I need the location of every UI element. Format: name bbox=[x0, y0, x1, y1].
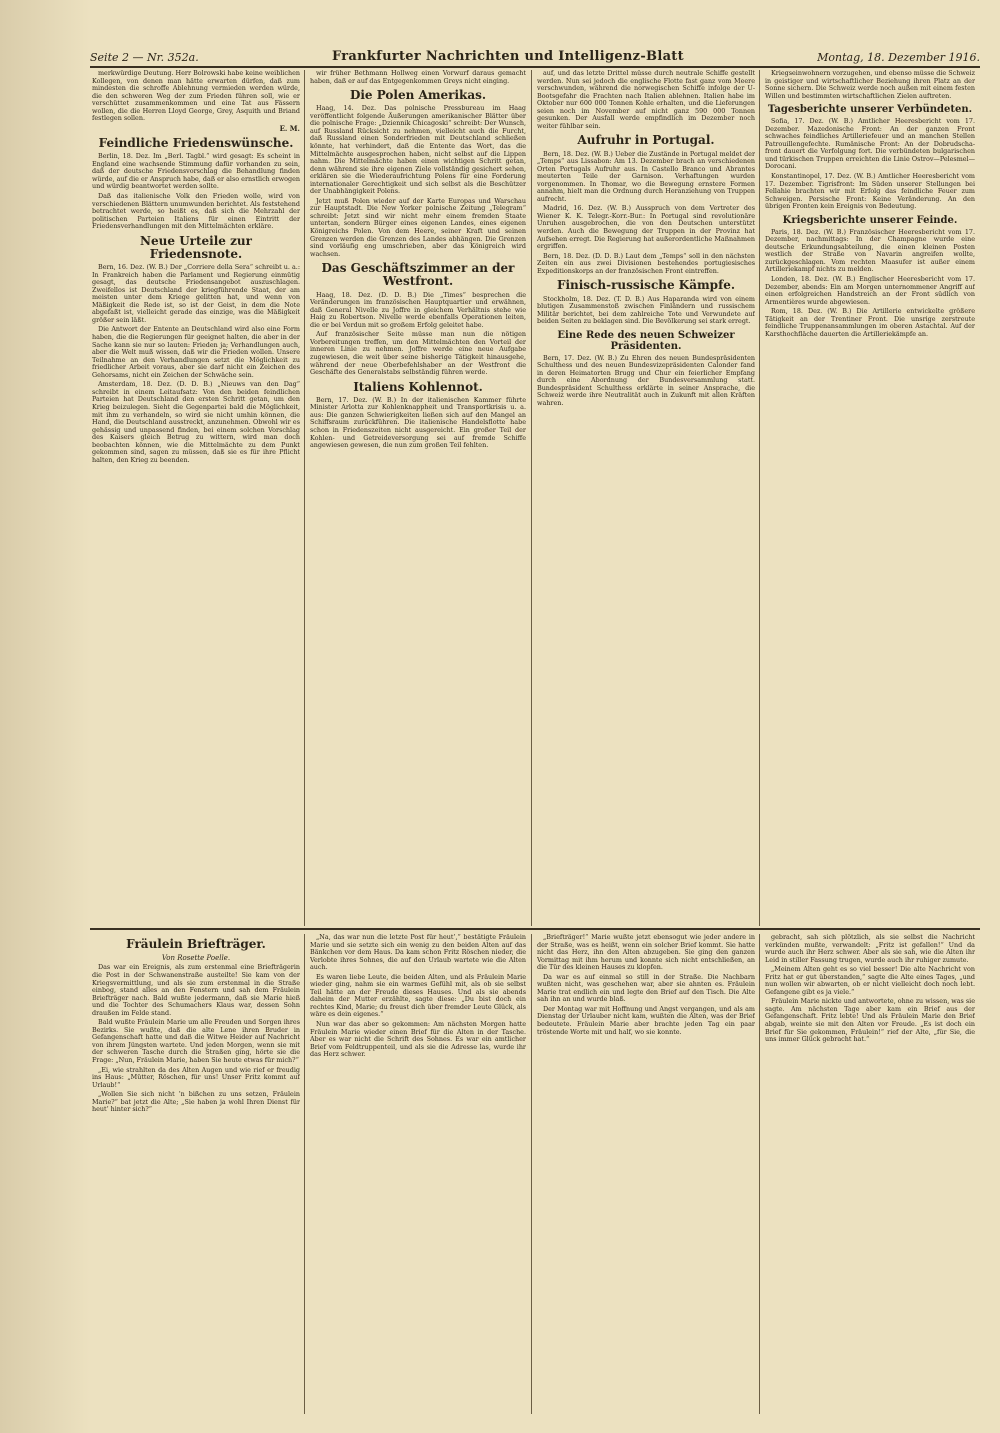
headline: Italiens Kohlennot. bbox=[353, 379, 483, 394]
article-text: auf, und das letzte Drittel müsse durch neutrale Schiffe gestellt werden. Nun sei jedoch die englische Flotte fast ganz vom Meere verschwunden, während die norwegischen Schiffe infolge der U-Bootsgefahr die Frachten nach Italien ablehnen. Italien habe im Oktober nur 600 000 Tonnen Kohle erhalten, und die Lieferungen seien noch im November auf nicht ganz 590 000 Tonnen gesunken. Der Ausfall werde empfindlich im Dezember noch weiter fühlbar sein. bbox=[537, 70, 755, 130]
article-text: Rom, 18. Dez. (W. B.) Die Artillerie entwickelte größere Tätigkeit an der Trentiner Front. Die unsrige zerstreute feindliche Truppenansammlungen im oberen Astachtal. Auf der Karsthochfläche dauerten die Artilleriekämpfe an. bbox=[765, 307, 975, 338]
article-text: Die Antwort der Entente an Deutschland wird also eine Form haben, die die Regierungen für geeignet halten, die aber in der Sache kann sie nur so lauten: Frieden ja; Verhandlungen auch, aber die Welt muß wissen, daß wir die Frieden wollen. Unsere Teilnahme an den Verhandlungen setzt die Möglichkeit zu friedlicher Arbeit voraus, aber sie darf nicht ein Zeichen des Gehorsams, nicht ein Zeichen der Schwäche sein. bbox=[92, 325, 300, 379]
column-divider bbox=[304, 70, 305, 926]
article-text: Bern, 16. Dez. (W. B.) Der „Corriere della Sera“ schreibt u. a.: In Frankreich haben die Parlament und Regierung einmütig gesagt, das deutsche Friedensangebot auszuschlagen. Zweifellos ist Deutschland der kriegführende Staat, der am meisten unter dem Kriege gelitten hat, und wenn von Mäßigkeit die Rede ist, so ist der Geist, in dem die Note abgefaßt ist, vielleicht gerade das einzige, was die Mäßigkeit größer sein läßt. bbox=[92, 263, 300, 324]
article-text: Bern, 17. Dez. (W. B.) Zu Ehren des neuen Bundespräsidenten Schulthess und des neuen Bundesvizepräsidenten Calonder fand in deren Heimatorten Brugg und Chur ein feierlicher Empfang durch eine Abordnung der Bundesversammlung statt. Bundespräsident Schulthess erklärte in seiner Ansprache, die Schweiz werde ihre Neutralität auch in Zukunft mit allen Kräften wahren. bbox=[537, 353, 755, 407]
article-text: Bern, 18. Dez. (D. D. B.) Laut dem „Temps“ soll in den nächsten Zeiten ein aus zwei Divisionen bestehendes portugiesisches Expeditionskorps an der französischen Front eintreffen. bbox=[537, 251, 755, 275]
article-text: Sofia, 17. Dez. (W. B.) Amtlicher Heeresbericht vom 17. Dezember. Mazedonische Front: An der ganzen Front schwaches feindliches Artilleriefeuer und an manchen Stellen Patrouillengefechte. Rumänische Front: An der Dobrudscha-front dauert die Verfolgung fort. Die verbündeten bulgarischen und türkischen Truppen erreichten die Linie Ostrov—Pelesmel—Dorocani. bbox=[765, 117, 975, 171]
story-text: Da war es auf einmal so still in der Straße. Die Nachbarn wußten nicht, was geschehen war, aber sie ahnten es. Fräulein Marie trat endlich ein und legte den Brief auf den Tisch. Die Alte sah ihn an und wurde blaß. bbox=[537, 972, 755, 1004]
column-divider bbox=[531, 934, 532, 1414]
page-left-edge bbox=[0, 0, 90, 1433]
headline: Aufruhr in Portugal. bbox=[577, 133, 715, 148]
column-divider bbox=[304, 934, 305, 1414]
column-divider bbox=[531, 70, 532, 926]
article-text: Haag, 18. Dez. (D. D. B.) Die „Times“ besprechen die Veränderungen im französischen Hauptquartier und erwähnen, daß General Nivelle zu Joffre in gleichem Verhältnis stehe wie Haig zu Robertson. Nivelle werde ebenfalls Operationen leiten, die er bei Verdun mit so großem Erfolg geleitet habe. bbox=[310, 290, 526, 329]
column-divider bbox=[759, 934, 760, 1414]
column-divider bbox=[759, 70, 760, 926]
story-text: „Briefträger!“ Marie wußte jetzt ebensogut wie jeder andere in der Straße, was es heißt, wenn ein solcher Brief kommt. Sie hatte nicht das Herz, ihn den Alten abzugeben. Sie ging den ganzen Vormittag mit ihm herum und konnte sich nicht entschließen, an die Tür des kleinen Hauses zu klopfen. bbox=[537, 934, 755, 972]
story-text: „Wollen Sie sich nicht ’n bißchen zu uns setzen, Fräulein Marie?“ bat jetzt die Alte; „Sie haben ja wohl Ihren Dienst für heut’ hinter sich?“ bbox=[92, 1090, 300, 1114]
column-1 bbox=[92, 70, 300, 926]
article-text: Kriegseinwohnern vorzugehen, und ebenso müsse die Schweiz in geistiger und wirtschaftlicher Beziehung ihren Platz an der Sonne sichern. Die Schweiz werde noch außen mit einem festen Willen und bestimmten wirtschaftlichen Zielen auftreten. bbox=[765, 70, 975, 100]
headline: Tagesberichte unserer Verbündeten. bbox=[767, 104, 973, 116]
article-text: Bern, 18. Dez. (W. B.) Ueber die Zustände in Portugal meldet der „Temps“ aus Lissabon: Am 13. Dezember brach an verschiedenen Orten Portugals Aufruhr aus. In Castello Branco und Abrantes meuterten Teile der Garnison. Verhaftungen wurden vorgenommen. In Thomar, wo die Bewegung ernstere Formen annahm, hielt man die Ordnung durch Heranziehung von Truppen aufrecht. bbox=[537, 149, 755, 203]
story-text: „Meinem Alten geht es so viel besser! Die alte Nachricht von Fritz hat er gut überstanden,“ sagte die Alte eines Tages, „und nun wollen wir abwarten, ob er nicht vielleicht doch noch lebt. Gefangene gibt es ja viele.“ bbox=[765, 965, 975, 996]
article-text: Stockholm, 18. Dez. (T. D. B.) Aus Haparanda wird von einem blutigen Zusammenstoß zwischen Finländern und russischem Militär berichtet, bei dem zahlreiche Tote und Verwundete auf beiden Seiten zu beklagen sind. Die Bevölkerung sei stark erregt. bbox=[537, 294, 755, 326]
article-text: Bern, 17. Dez. (W. B.) In der italienischen Kammer führte Minister Arlotta zur Kohlenknappheit und Transportkrisis u. a. aus: Die ganzen Schwierigkeiten ließen sich auf den Mangel an Schiffsraum zurückführen. Die italienische Handelsflotte habe schon in Friedenszeiten nicht ausgereicht. Ein großer Teil der Kohlen- und Getreideversorgung sei auf fremde Schiffe angewiesen gewesen, die nun zum großen Teil fehlten. bbox=[310, 395, 526, 450]
story-text: „Ei, wie strahlten da des Alten Augen und wie rief er freudig ins Haus: „Mütter, Röschen, für uns! Unser Fritz kommt auf Urlaub!“ bbox=[92, 1065, 300, 1089]
headline: Finisch-russische Kämpfe. bbox=[556, 278, 736, 293]
story-text: „Na, das war nun die letzte Post für heut’,“ bestätigte Fräulein Marie und sie setzte sich ein wenig zu den beiden Alten auf das Bänkchen vor dem Haus. Da kam schon Fritz Röschen nieder, die Verlobte ihres Sohnes, die auf den Urlaub wartete wie die Alten auch. bbox=[310, 934, 526, 972]
article-text: Amsterdam, 18. Dez. (D. D. B.) „Nieuws van den Dag“ schreibt in einem Leitaufsatz: Von den beiden feindlichen Parteien hat Deutschland den ersten Schritt getan, um den Krieg beizulegen. Sieht die Gegenpartei bald die Möglichkeit, mit ihm zu verhandeln, so wird sie nicht umhin können, die Hand, die Deutschland ausstreckt, anzunehmen. Obwohl wir es gehässig und unpassend finden, bei einem solchen Vorschlag des Kaisers gleich Betrug zu wittern, wird man doch beobachten können, wie die Mittelmächte zu dem Punkt gekommen sind, sagen zu müssen, daß sie es für ihre Pflicht halten, den Krieg zu beenden. bbox=[92, 380, 300, 464]
headline: Das Geschäftszimmer an der Westfront. bbox=[321, 261, 515, 289]
article-text: wir früher Bethmann Hollweg einen Vorwurf daraus gemacht haben, daß er auf das Entgegenkommen Greys nicht einging. bbox=[310, 70, 526, 85]
feuilleton-column-3 bbox=[537, 934, 755, 1414]
masthead bbox=[90, 44, 980, 68]
page-number: Seite 2 — Nr. 352a. bbox=[90, 51, 199, 64]
article-text: Berlin, 18. Dez. Im „Berl. Tagbl.“ wird gesagt: Es scheint in England eine wachsende Stimmung dafür vorhanden zu sein, daß der deutsche Friedensvorschlag die Behandlung finden würde, auf die er Anspruch habe, daß er also ernstlich erwogen und würdig beantwortet werden sollte. bbox=[92, 152, 300, 191]
headline: Die Polen Amerikas. bbox=[349, 88, 487, 103]
column-2 bbox=[310, 70, 526, 926]
article-text: Jetzt muß Polen wieder auf der Karte Europas und Warschau zur Hauptstadt. Die New Yorker polnische Zeitung „Telegram“ schreibt: Jetzt sind wir nicht mehr einem fremden Staate untertan, sondern Bürger eines eigenen Landes, eines eigenen Königreichs Polen. Von dem Heere, seiner Kraft und seinen Grenzen werden die Grenzen des Landes abhängen. Die Grenzen sind vorläufig eng umschrieben, aber das Königreich wird wachsen. bbox=[310, 196, 526, 258]
feuilleton-divider bbox=[90, 928, 980, 930]
article-text: Haag, 14. Dez. Das polnische Pressbureau im Haag veröffentlicht folgende Äußerungen amerikanischer Blätter über die polnische Frage: „Dziennik Chicagoski“ schreibt: Der Wunsch, auf Russland Rücksicht zu nehmen, vielleicht auch die Furcht, daß Russland einen Sonderfrieden mit Deutschland schließen könnte, hat verhindert, daß die Entente das Wort, das die Mittelmächte ausgesprochen haben, nicht selbst auf die Lippen nahm. Die Mittelmächte haben einen wichtigen Schritt getan, denn während sie ihre eigenen Ziele vollständig gesichert sehen, erklären sie die Wiederaufrichtung Polens für eine Forderung internationaler Gerechtigkeit und sich selbst als die Beschützer der Unabhängigkeit Polens. bbox=[310, 104, 526, 196]
headline: Kriegsberichte unserer Feinde. bbox=[782, 214, 958, 226]
feuilleton-column-2 bbox=[310, 934, 526, 1414]
feuilleton-byline: Von Rosette Poelle. bbox=[161, 954, 231, 963]
feuilleton-column-1 bbox=[92, 934, 300, 1414]
article-text: Madrid, 16. Dez. (W. B.) Ausspruch von dem Vertreter des Wiener K. K. Telegr.-Korr.-Bur.: In Portugal sind revolutionäre Unruhen ausgebrochen, die von den Deutschen unterstützt werden. Auch die Bewegung der Truppen in der Provinz hat Aufsehen erregt. Die Regierung hat außerordentliche Maßnahmen ergriffen. bbox=[537, 204, 755, 251]
article-text: merkwürdige Deutung. Herr Bolrowski habe keine weiblichen Kollegen, von denen man hätte erwarten dürfen, daß zum mindesten die schroffe Ablehnung vermieden werden würde, die den schweren Weg der zum Frieden führen soll, wie er verschüttet zusammenkommen und eine Tat aus Fässern wollen, die die Herren Lloyd George, Grey, Asquith und Briand festlegen sollen. bbox=[92, 70, 300, 123]
story-text: Nun war das aber so gekommen: Am nächsten Morgen hatte Fräulein Marie wieder einen Brief für die Alten in der Tasche. Aber es war nicht die Schrift des Sohnes. Es war ein amtlicher Brief vom Feldtruppenteil, und als sie die Adresse las, wurde ihr das Herz schwer. bbox=[310, 1020, 526, 1059]
story-text: Es waren liebe Leute, die beiden Alten, und als Fräulein Marie wieder ging, nahm sie ein warmes Gefühl mit, als ob sie selbst Teil hätte an der Freude dieses Hauses. Und als sie abends daheim der Mutter erzählte, sagte diese: „Du bist doch ein rechtes Kind, Marie; du freust dich über fremder Leute Glück, als wäre es dein eigenes.“ bbox=[310, 972, 526, 1019]
feuilleton-column-4 bbox=[765, 934, 975, 1414]
article-text: Paris, 18. Dez. (W. B.) Französischer Heeresbericht vom 17. Dezember, nachmittags: In der Champagne wurde eine deutsche Erkundungsabteilung, die einen kleinen Posten westlich der Straße von Navarin angreifen wollte, zurückgeschlagen. Vom rechten Maasufer ist außer einem Artilleriekampf nichts zu melden. bbox=[765, 227, 975, 274]
story-text: Das war ein Ereignis, als zum erstenmal eine Briefträgerin die Post in der Schwanenstraße austeilte! Sie kam von der Kriegsvermittlung, und als sie zum erstenmal in die Straße einbog, stand alles an den Fenstern und sah dem Fräulein Briefträger nach. Bald wußte jedermann, daß sie Marie hieß und die Tochter des Schumachers Klaus war, dessen Sohn draußen im Felde stand. bbox=[92, 963, 300, 1017]
headline: Eine Rede des neuen Schweizer Präsidenten. bbox=[557, 329, 735, 352]
author-signature: E. M. bbox=[279, 123, 300, 133]
story-text: Der Montag war mit Hoffnung und Angst vergangen, und als am Dienstag der Urlauber nicht kam, wußten die Alten, was der Brief bedeutete. Fräulein Marie aber brachte jeden Tag ein paar tröstende Worte mit und half, wo sie konnte. bbox=[537, 1004, 755, 1036]
headline: Feindliche Friedenswünsche. bbox=[98, 136, 294, 151]
article-text: Konstantinopel, 17. Dez. (W. B.) Amtlicher Heeresbericht vom 17. Dezember. Tigrisfront: Im Süden unserer Stellungen bei Fellahie brachten wir mit Erfolg das feindliche Feuer zum Schweigen. Persische Front: Keine Veränderung. An den übrigen Fronten kein Ereignis von Bedeutung. bbox=[765, 172, 975, 211]
feuilleton-title: Fräulein Briefträger. bbox=[126, 937, 266, 951]
issue-date: Montag, 18. Dezember 1916. bbox=[817, 51, 980, 64]
story-text: Fräulein Marie nickte und antwortete, ohne zu wissen, was sie sagte. Am nächsten Tage aber kam ein Brief aus der Gefangenschaft. Fritz lebte! Und als Fräulein Marie den Brief abgab, weinte sie mit den Alten vor Freude. „Es ist doch ein Brief für Sie gekommen, Fräulein!“ rief der Alte, „für Sie, die uns immer Glück gebracht hat.“ bbox=[765, 997, 975, 1044]
newspaper-title: Frankfurter Nachrichten und Intelligenz-Blatt bbox=[331, 49, 684, 64]
column-3 bbox=[537, 70, 755, 926]
story-text: gebracht, sah sich plötzlich, als sie selbst die Nachricht verkünden mußte, verwandelt: „Fritz ist gefallen!“ Und da wurde auch ihr Herz schwer. Aber als sie sah, wie die Alten ihr Leid in stiller Fassung trugen, wurde auch ihr ruhiger zumute. bbox=[765, 934, 975, 964]
story-text: Bald wußte Fräulein Marie um alle Freuden und Sorgen ihres Bezirks. Sie wußte, daß die alte Lene ihren Bruder in Gefangenschaft hatte und daß die Witwe Heider auf Nachricht von ihrem Jüngsten wartete. Und jeden Morgen, wenn sie mit der schweren Tasche durch die Straßen ging, hörte sie die Frage: „Nun, Fräulein Marie, haben Sie heute etwas für mich?“ bbox=[92, 1018, 300, 1064]
article-text: Auf französischer Seite müsse man nun die nötigen Vorbereitungen treffen, um den Mittelmächten den Vorteil der inneren Linie zu nehmen. Joffre werde eine neue Aufgabe zugewiesen, die weit über seine bisherige Tätigkeit hinausgehe, während der neue Oberbefehlshaber an der Westfront die Geschäfte des Generalstabs selbständig führen werde. bbox=[310, 330, 526, 377]
column-4 bbox=[765, 70, 975, 926]
article-text: Londen, 18. Dez. (W. B.) Englischer Heeresbericht vom 17. Dezember, abends: Ein am Morgen unternommener Angriff auf einen erfolgreichen Handstreich an der Front südlich von Armentières wurde abgewiesen. bbox=[765, 275, 975, 306]
headline: Neue Urteile zur Friedensnote. bbox=[140, 233, 252, 261]
article-text: Daß das italienische Volk den Frieden wolle, wird von verschiedenen Blättern unumwunden berichtet. Als feststehend betrachtet werde, so heißt es, daß sich die Mehrzahl der politischen Parteien Italiens für einen Eintritt der Friedensverhandlungen mit den Mittelmächten erkläre. bbox=[92, 192, 300, 231]
